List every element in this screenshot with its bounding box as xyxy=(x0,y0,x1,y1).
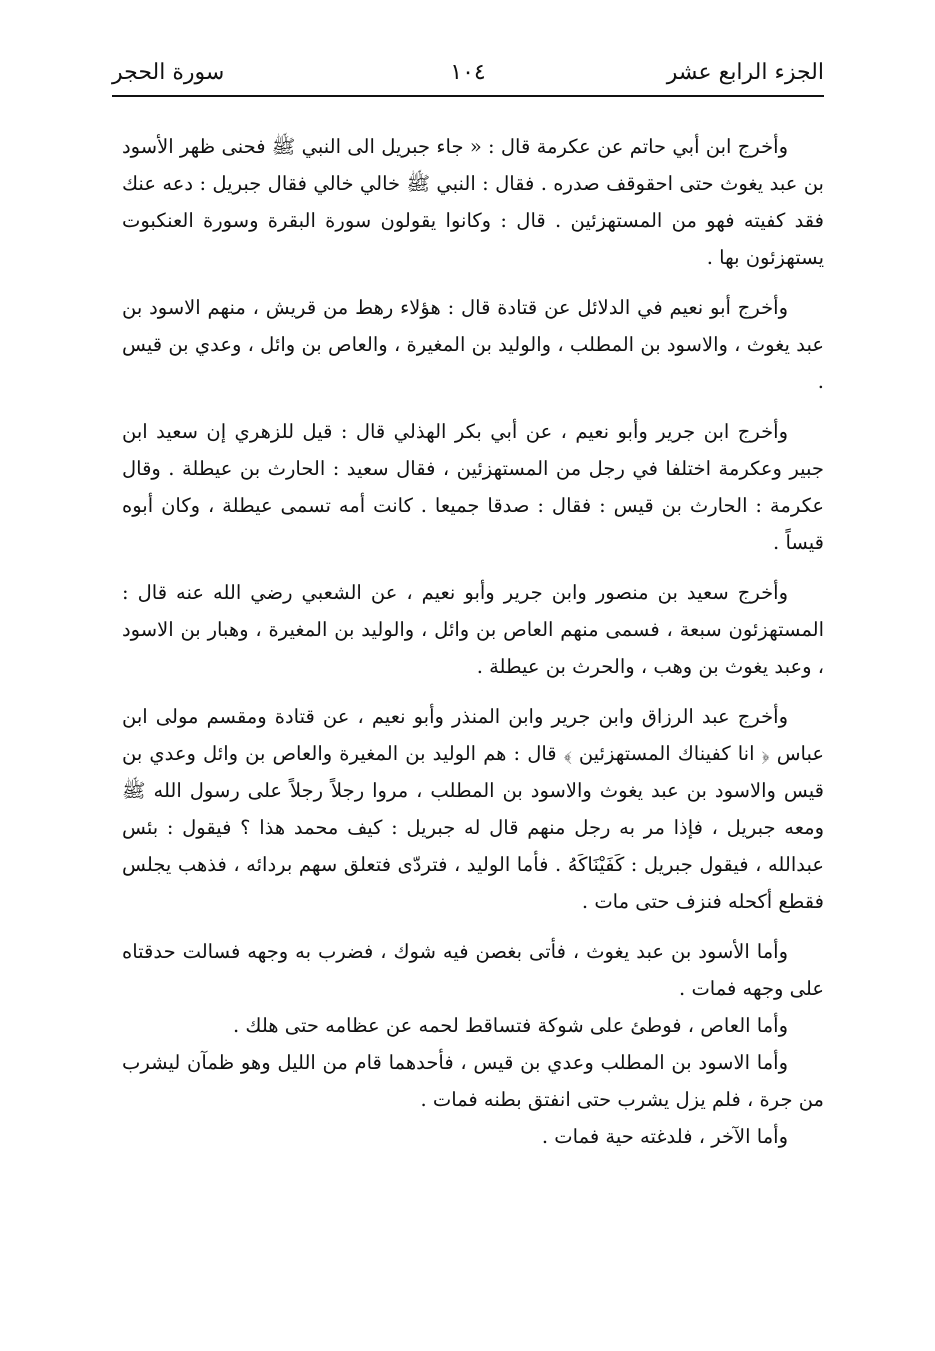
surah-title: سورة الحجر xyxy=(112,60,225,85)
page-body xyxy=(122,128,824,1155)
paragraph: وأخرج ابن جرير وأبو نعيم ، عن أبي بكر الهذلي قال : قيل للزهري إن سعيد ابن جبير وعكرمة اختلفا في رجل من المستهزئين ، فقال سعيد : الحارث بن عيطلة . وقال عكرمة : الحارث بن قيس : فقال : صدقا جميعا . كانت أمه تسمى عيطلة ، وكان أبوه قيساً . xyxy=(122,420,824,554)
paragraph: وأخرج ابن أبي حاتم عن عكرمة قال : « جاء جبريل الى النبي ﷺ فحنى ظهر الأسود بن عبد يغوث حتى احقوقف صدره . فقال : النبي ﷺ خالي خالي فقال جبريل : دعه عنك فقد كفيته فهو من المستهزئين . قال : وكانوا يقولون سورة البقرة وسورة العنكبوت يستهزئون بها . xyxy=(122,135,824,269)
paragraph: وأما الآخر ، فلدغته حية فمات . xyxy=(541,1125,788,1148)
page-header xyxy=(112,54,824,94)
header-rule xyxy=(112,95,824,97)
paragraph: وأخرج أبو نعيم في الدلائل عن قتادة قال : هؤلاء رهط من قريش ، منهم الاسود بن عبد يغوث ، والاسود بن المطلب ، والوليد بن المغيرة ، والعاص بن وائل ، وعدي بن قيس . xyxy=(122,296,824,393)
paragraph: وأخرج عبد الرزاق وابن جرير وابن المنذر وأبو نعيم ، عن قتادة ومقسم مولى ابن عباس ﴿ انا كفيناك المستهزئين ﴾ قال : هم الوليد بن المغيرة والعاص بن وائل وعدي بن قيس والاسود بن عبد يغوث والاسود بن المطلب ، مروا رجلاً رجلاً على رسول الله ﷺ ومعه جبريل ، فإذا مر به رجل منهم قال له جبريل : كيف محمد هذا ؟ فيقول : بئس عبدالله ، فيقول جبريل : كَفَيْنَاكَهُ . فأما الوليد ، فتردّى فتعلق سهم بردائه ، فذهب يجلس فقطع أكحله فنزف حتى مات . xyxy=(122,705,824,913)
page-number: ١٠٤ xyxy=(450,60,486,85)
paragraph: وأما الاسود بن المطلب وعدي بن قيس ، فأحدهما قام من الليل وهو ظمآن ليشرب من جرة ، فلم يزل يشرب حتى انفتق بطنه فمات . xyxy=(122,1051,824,1111)
part-title: الجزء الرابع عشر xyxy=(666,60,824,85)
paragraph: وأخرج سعيد بن منصور وابن جرير وأبو نعيم ، عن الشعبي رضي الله عنه قال : المستهزئون سبعة ، فسمى منهم العاص بن وائل ، والوليد بن المغيرة ، وهبار بن الاسود ، وعبد يغوث بن وهب ، والحرث بن عيطلة . xyxy=(122,581,824,678)
paragraph: وأما الأسود بن عبد يغوث ، فأتى بغصن فيه شوك ، فضرب به وجهه فسالت حدقتاه على وجهه فمات . xyxy=(122,940,824,1000)
paragraph: وأما العاص ، فوطئ على شوكة فتساقط لحمه عن عظامه حتى هلك . xyxy=(233,1014,788,1037)
